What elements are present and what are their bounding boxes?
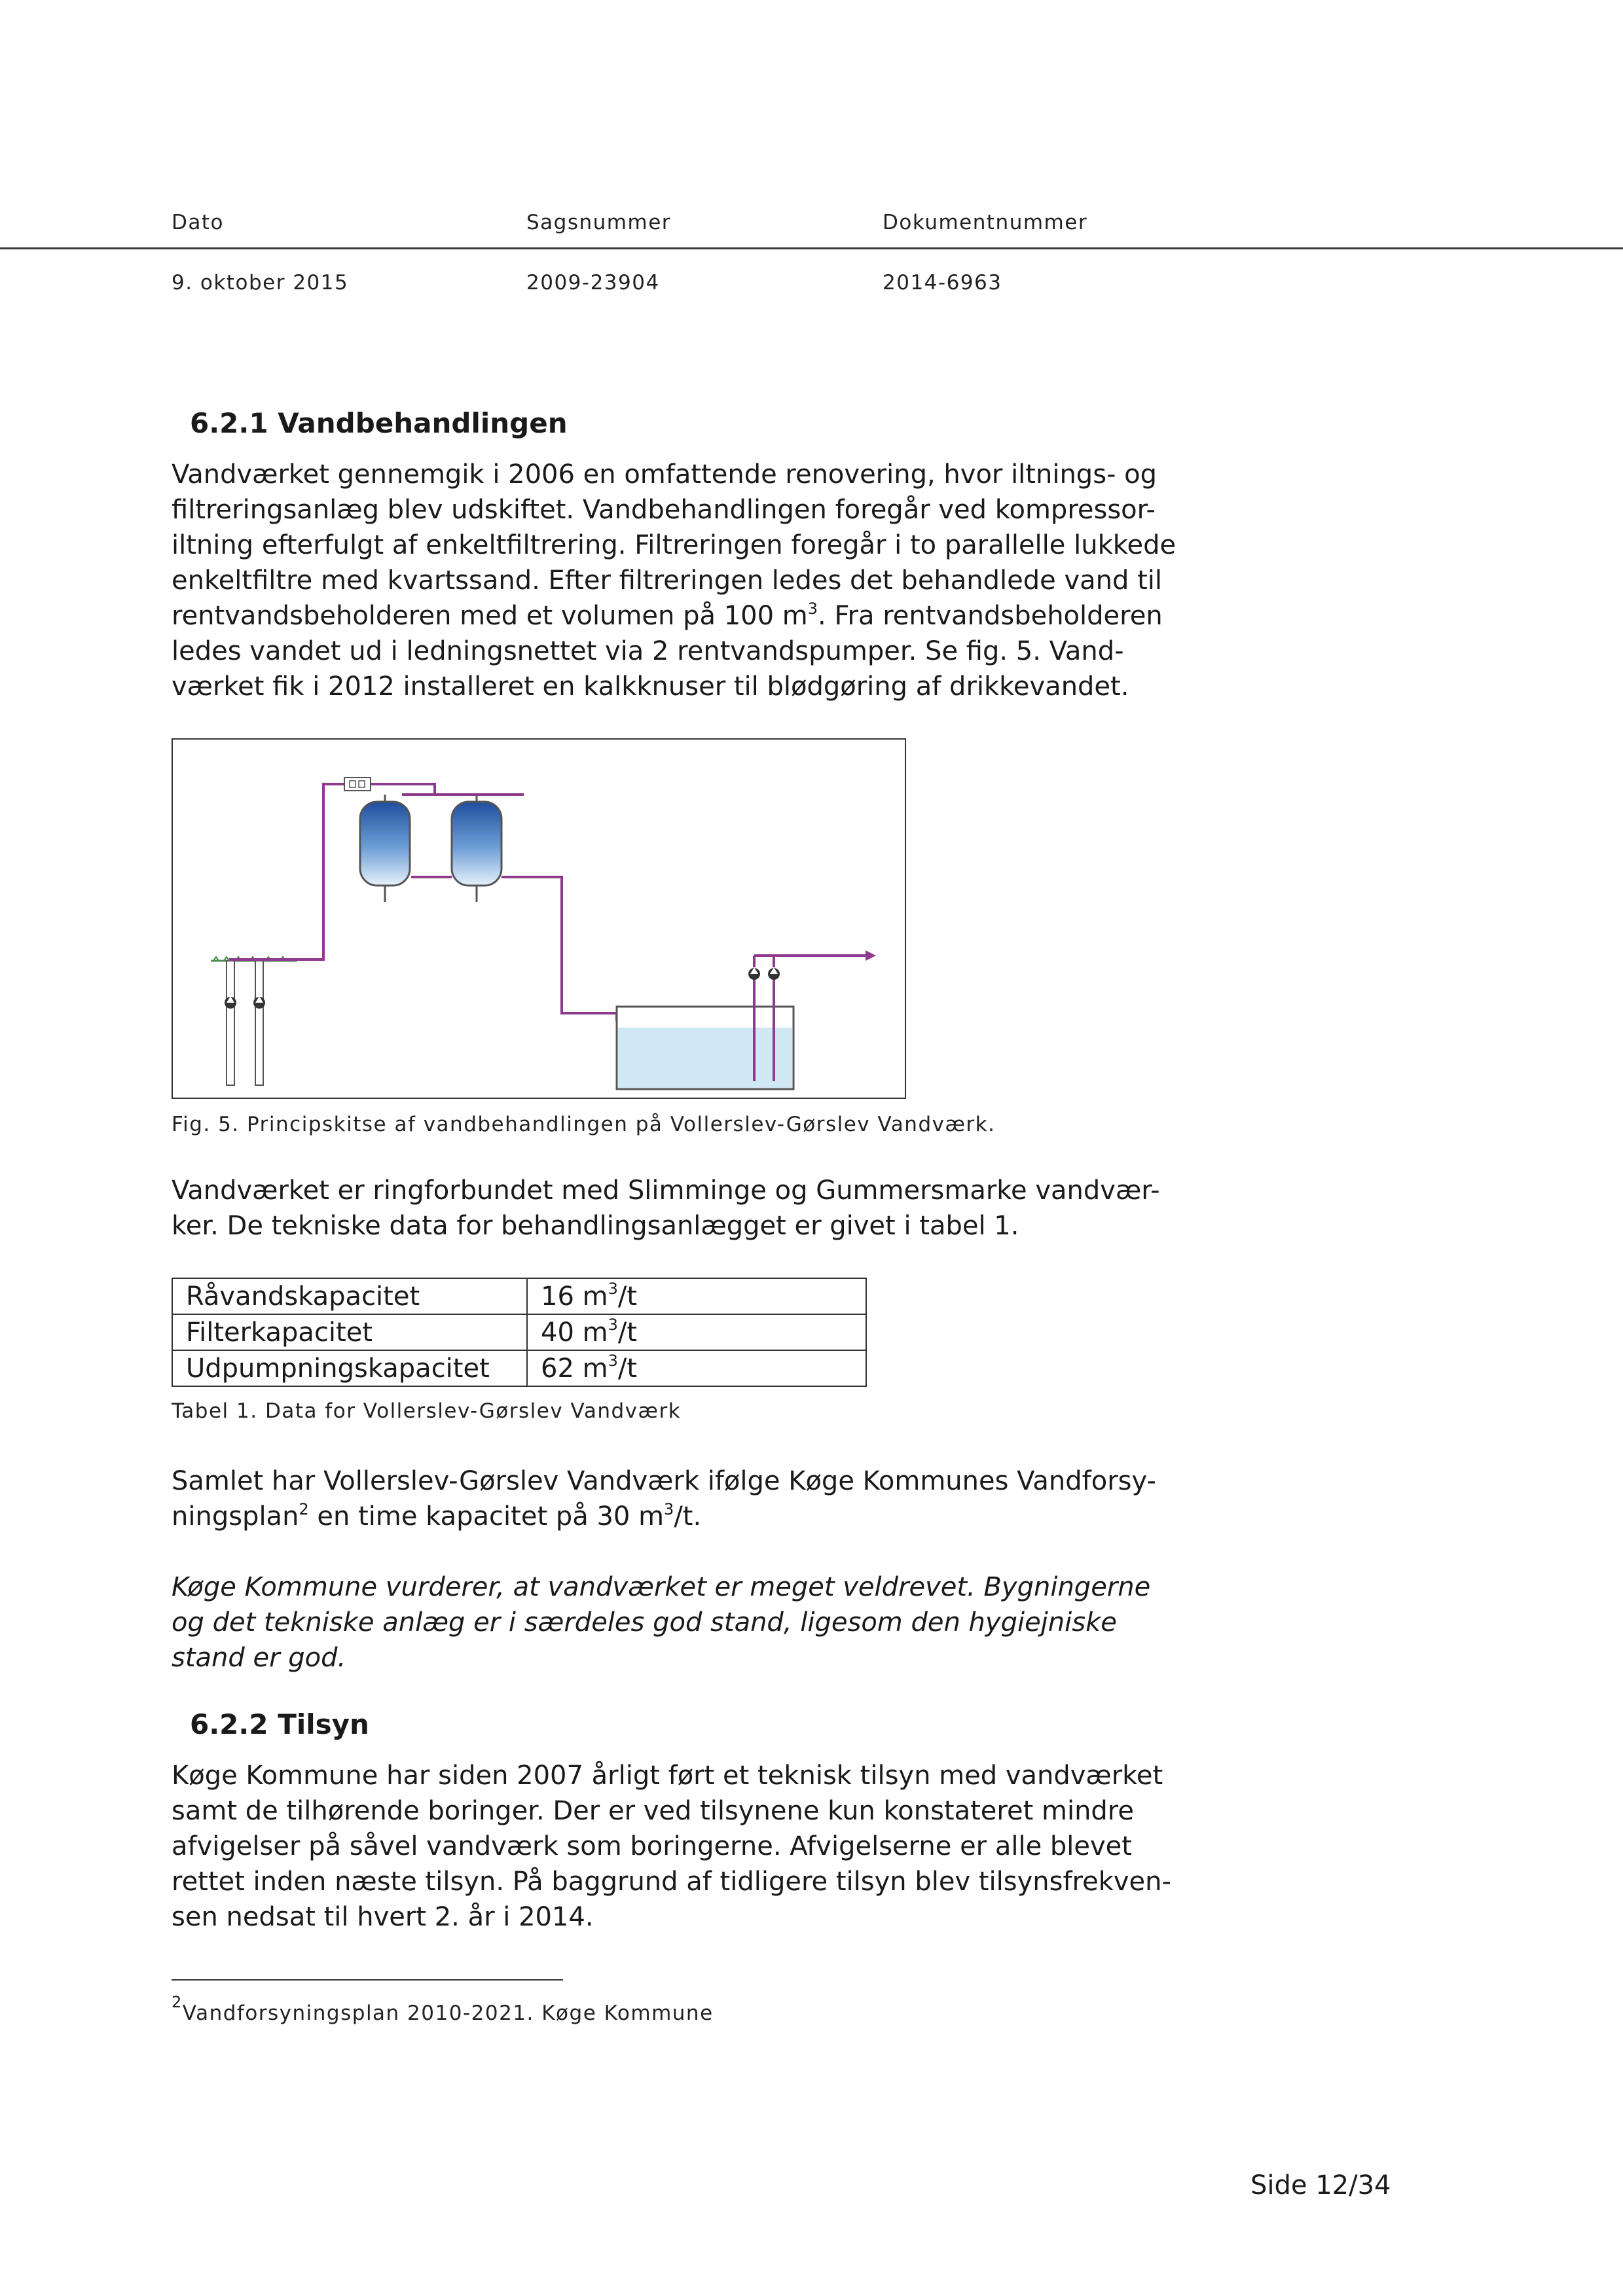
table-cell-label: Råvandskapacitet <box>172 1278 527 1314</box>
text-line: Samlet har Vollerslev-Gørslev Vandværk ifølge Køge Kommunes Vandforsy- <box>172 1466 1156 1496</box>
text-line: iltning efterfulgt af enkeltfiltrering. Filtreringen foregår i to parallelle lukkede <box>172 530 1176 560</box>
value-number: 16 m <box>541 1281 608 1312</box>
well-boreholes <box>225 961 265 1085</box>
text-fragment: ningsplan <box>172 1501 299 1532</box>
table-cell-value <box>527 1350 866 1386</box>
text-line: afvigelser på såvel vandværk som boringerne. Afvigelserne er alle blevet <box>172 1831 1132 1861</box>
table-row <box>172 1278 866 1314</box>
table-row <box>172 1350 866 1386</box>
text-line: værket fik i 2012 installeret en kalkknuser til blødgøring af drikkevandet. <box>172 672 1129 702</box>
ring-connection-paragraph <box>172 1173 1245 1244</box>
table-row <box>172 1314 866 1350</box>
text-line: ledes vandet ud i ledningsnettet via 2 rentvandspumper. Se fig. 5. Vand- <box>172 636 1124 666</box>
figure-caption: Fig. 5. Principskitse af vandbehandlingen på Vollerslev-Gørslev Vandværk. <box>172 1113 996 1136</box>
section-heading-water-treatment: 6.2.1 Vandbehandlingen <box>190 407 568 439</box>
section-heading-supervision: 6.2.2 Tilsyn <box>190 1708 369 1740</box>
water-treatment-paragraph <box>172 457 1245 704</box>
capacity-table <box>172 1278 867 1387</box>
header-value-case-number: 2009-23904 <box>526 271 660 295</box>
table-cell-value <box>527 1278 866 1314</box>
footnote-divider <box>172 1979 563 1981</box>
footnote-number: 2 <box>172 1992 183 2011</box>
supervision-paragraph <box>172 1758 1245 1935</box>
text-line: enkeltfiltre med kvartssand. Efter filtreringen ledes det behandlede vand til <box>172 565 1163 596</box>
page-number: Side 12/34 <box>1250 2170 1391 2200</box>
text-line: samt de tilhørende boringer. Der er ved tilsynene kun konstateret mindre <box>172 1796 1134 1826</box>
text-fragment: rentvandsbeholderen med et volumen på 100 m <box>172 601 808 631</box>
aeration-unit <box>344 778 371 791</box>
text-line: sen nedsat til hvert 2. år i 2014. <box>172 1902 594 1932</box>
value-number: 40 m <box>541 1317 608 1348</box>
value-number: 62 m <box>541 1353 608 1384</box>
footnote <box>172 1992 714 2025</box>
text-line <box>172 598 1245 634</box>
value-unit: /t <box>617 1281 638 1312</box>
footnote-reference: 2 <box>299 1499 309 1518</box>
text-fragment: . Fra rentvandsbeholderen <box>818 601 1163 631</box>
footnote-text: Vandforsyningsplan 2010-2021. Køge Kommune <box>182 2001 714 2025</box>
header-value-document-number: 2014-6963 <box>883 271 1002 295</box>
text-line: og det tekniske anlæg er i særdeles god stand, ligesom den hygiejniske <box>172 1607 1117 1638</box>
superscript: 3 <box>664 1499 674 1518</box>
header-value-date: 9. oktober 2015 <box>172 271 349 295</box>
table-cell-label: Udpumpningskapacitet <box>172 1350 527 1386</box>
text-line: filtreringsanlæg blev udskiftet. Vandbehandlingen foregår ved kompressor- <box>172 495 1156 525</box>
table-cell-value <box>527 1314 866 1350</box>
text-line: Vandværket gennemgik i 2006 en omfattende renovering, hvor iltnings- og <box>172 459 1158 490</box>
value-unit: /t <box>617 1317 638 1348</box>
superscript: 3 <box>608 1316 618 1335</box>
text-line: ker. De tekniske data for behandlingsanlægget er givet i tabel 1. <box>172 1211 1019 1241</box>
text-line: Køge Kommune vurderer, at vandværket er meget veldrevet. Bygningerne <box>172 1572 1151 1602</box>
filter-tank <box>452 795 501 902</box>
text-line: Køge Kommune har siden 2007 årligt ført et teknisk tilsyn med vandværket <box>172 1761 1163 1791</box>
value-unit: /t <box>617 1353 638 1384</box>
water-treatment-diagram <box>172 738 906 1099</box>
capacity-summary-paragraph <box>172 1463 1245 1534</box>
text-fragment: /t. <box>674 1501 702 1532</box>
text-line: Vandværket er ringforbundet med Slimminge og Gummersmarke vandvær- <box>172 1175 1160 1206</box>
header-label-date: Dato <box>172 211 224 234</box>
superscript: 3 <box>608 1352 618 1371</box>
header-label-case-number: Sagsnummer <box>526 211 672 234</box>
text-line: rettet inden næste tilsyn. På baggrund af tidligere tilsyn blev tilsynsfrekven- <box>172 1867 1171 1897</box>
assessment-paragraph <box>172 1570 1245 1676</box>
process-schematic <box>173 740 905 1098</box>
filtered-water-pipe <box>411 877 617 1021</box>
table-caption: Tabel 1. Data for Vollerslev-Gørslev Vandværk <box>172 1399 682 1423</box>
header-label-document-number: Dokumentnummer <box>883 211 1088 234</box>
text-line: stand er god. <box>172 1643 346 1673</box>
superscript: 3 <box>807 599 818 618</box>
clean-water-reservoir <box>617 1007 793 1089</box>
superscript: 3 <box>608 1280 618 1299</box>
text-fragment: en time kapacitet på 30 m <box>308 1501 665 1532</box>
table-cell-label: Filterkapacitet <box>172 1314 527 1350</box>
text-line <box>172 1499 1245 1534</box>
header-divider <box>0 247 1623 249</box>
